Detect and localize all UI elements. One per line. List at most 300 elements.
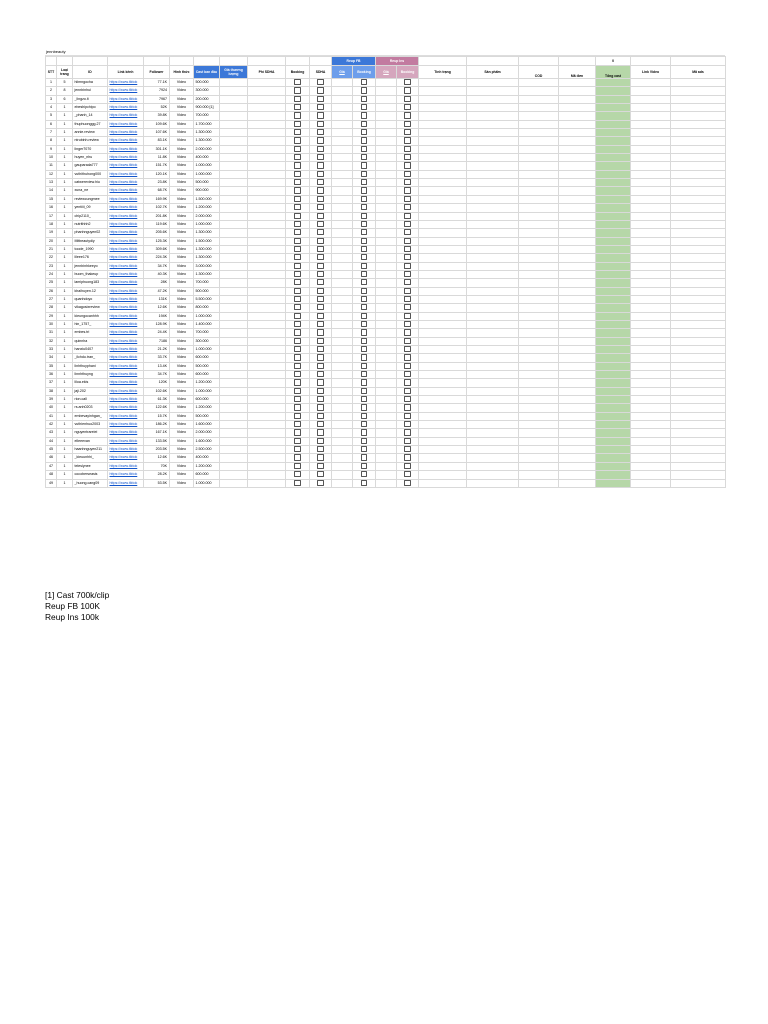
reup-fb-booking-checkbox[interactable] xyxy=(361,121,367,127)
reup-fb-gia-cell[interactable] xyxy=(332,154,353,162)
san-pham-cell[interactable] xyxy=(467,404,519,412)
reup-ins-gia-cell[interactable] xyxy=(376,446,397,454)
tinh-trang-cell[interactable] xyxy=(419,312,467,320)
san-pham-cell[interactable] xyxy=(467,254,519,262)
tinh-trang-cell[interactable] xyxy=(419,287,467,295)
link-video-cell[interactable] xyxy=(631,304,671,312)
ma-ads-cell[interactable] xyxy=(671,421,726,429)
tinh-trang-cell[interactable] xyxy=(419,379,467,387)
reup-fb-booking-checkbox[interactable] xyxy=(361,87,367,93)
gia-thuong-luong-cell[interactable] xyxy=(220,220,248,228)
link-video-cell[interactable] xyxy=(631,329,671,337)
gia-thuong-luong-cell[interactable] xyxy=(220,262,248,270)
tinh-trang-cell[interactable] xyxy=(419,362,467,370)
cod-cell[interactable] xyxy=(519,387,559,395)
gia-thuong-luong-cell[interactable] xyxy=(220,129,248,137)
reup-ins-gia-cell[interactable] xyxy=(376,112,397,120)
cod-cell[interactable] xyxy=(519,129,559,137)
san-pham-cell[interactable] xyxy=(467,337,519,345)
channel-link[interactable]: https://www.tiktok xyxy=(109,480,138,485)
reup-ins-booking-checkbox[interactable] xyxy=(404,288,410,294)
reup-fb-booking-checkbox[interactable] xyxy=(361,221,367,227)
cod-cell[interactable] xyxy=(519,479,559,487)
reup-fb-gia-cell[interactable] xyxy=(332,279,353,287)
san-pham-cell[interactable] xyxy=(467,454,519,462)
reup-ins-booking-checkbox[interactable] xyxy=(404,363,410,369)
gia-thuong-luong-cell[interactable] xyxy=(220,362,248,370)
booking-checkbox[interactable] xyxy=(294,221,300,227)
reup-ins-gia-cell[interactable] xyxy=(376,346,397,354)
ma-ads-cell[interactable] xyxy=(671,245,726,253)
tinh-trang-cell[interactable] xyxy=(419,462,467,470)
reup-fb-gia-cell[interactable] xyxy=(332,329,353,337)
tinh-trang-cell[interactable] xyxy=(419,354,467,362)
cod-cell[interactable] xyxy=(519,154,559,162)
sdha-checkbox[interactable] xyxy=(317,204,323,210)
reup-fb-booking-checkbox[interactable] xyxy=(361,421,367,427)
sdha-checkbox[interactable] xyxy=(317,271,323,277)
tinh-trang-cell[interactable] xyxy=(419,137,467,145)
sdha-checkbox[interactable] xyxy=(317,187,323,193)
gia-thuong-luong-cell[interactable] xyxy=(220,371,248,379)
link-video-cell[interactable] xyxy=(631,112,671,120)
ma-ads-cell[interactable] xyxy=(671,170,726,178)
cod-cell[interactable] xyxy=(519,179,559,187)
reup-fb-booking-checkbox[interactable] xyxy=(361,304,367,310)
ma-don-cell[interactable] xyxy=(559,412,596,420)
ma-don-cell[interactable] xyxy=(559,287,596,295)
ma-ads-cell[interactable] xyxy=(671,362,726,370)
reup-ins-booking-checkbox[interactable] xyxy=(404,246,410,252)
reup-fb-gia-cell[interactable] xyxy=(332,421,353,429)
reup-fb-booking-checkbox[interactable] xyxy=(361,112,367,118)
cod-cell[interactable] xyxy=(519,229,559,237)
booking-checkbox[interactable] xyxy=(294,338,300,344)
cod-cell[interactable] xyxy=(519,354,559,362)
link-video-cell[interactable] xyxy=(631,170,671,178)
channel-link[interactable]: https://www.tiktok xyxy=(109,330,138,335)
san-pham-cell[interactable] xyxy=(467,112,519,120)
san-pham-cell[interactable] xyxy=(467,79,519,87)
booking-checkbox[interactable] xyxy=(294,346,300,352)
gia-thuong-luong-cell[interactable] xyxy=(220,162,248,170)
gia-thuong-luong-cell[interactable] xyxy=(220,229,248,237)
ma-ads-cell[interactable] xyxy=(671,454,726,462)
reup-ins-gia-cell[interactable] xyxy=(376,145,397,153)
phi-sdha-cell[interactable] xyxy=(248,95,286,103)
reup-ins-booking-checkbox[interactable] xyxy=(404,137,410,143)
reup-fb-gia-cell[interactable] xyxy=(332,129,353,137)
gia-thuong-luong-cell[interactable] xyxy=(220,104,248,112)
reup-fb-gia-cell[interactable] xyxy=(332,79,353,87)
ma-don-cell[interactable] xyxy=(559,304,596,312)
booking-checkbox[interactable] xyxy=(294,238,300,244)
reup-ins-gia-cell[interactable] xyxy=(376,220,397,228)
gia-thuong-luong-cell[interactable] xyxy=(220,145,248,153)
ma-ads-cell[interactable] xyxy=(671,104,726,112)
reup-ins-gia-cell[interactable] xyxy=(376,429,397,437)
reup-ins-booking-checkbox[interactable] xyxy=(404,154,410,160)
reup-ins-booking-checkbox[interactable] xyxy=(404,146,410,152)
san-pham-cell[interactable] xyxy=(467,312,519,320)
reup-fb-booking-checkbox[interactable] xyxy=(361,79,367,85)
channel-link[interactable]: https://www.tiktok xyxy=(109,380,138,385)
sdha-checkbox[interactable] xyxy=(317,79,323,85)
tinh-trang-cell[interactable] xyxy=(419,237,467,245)
tinh-trang-cell[interactable] xyxy=(419,120,467,128)
booking-checkbox[interactable] xyxy=(294,129,300,135)
gia-thuong-luong-cell[interactable] xyxy=(220,396,248,404)
san-pham-cell[interactable] xyxy=(467,354,519,362)
channel-link[interactable]: https://www.tiktok xyxy=(109,447,138,452)
reup-ins-gia-cell[interactable] xyxy=(376,454,397,462)
reup-ins-gia-cell[interactable] xyxy=(376,354,397,362)
sdha-checkbox[interactable] xyxy=(317,179,323,185)
cod-cell[interactable] xyxy=(519,104,559,112)
booking-checkbox[interactable] xyxy=(294,329,300,335)
ma-ads-cell[interactable] xyxy=(671,437,726,445)
sdha-checkbox[interactable] xyxy=(317,129,323,135)
link-video-cell[interactable] xyxy=(631,95,671,103)
channel-link[interactable]: https://www.tiktok xyxy=(109,88,138,93)
gia-thuong-luong-cell[interactable] xyxy=(220,195,248,203)
channel-link[interactable]: https://www.tiktok xyxy=(109,347,138,352)
reup-ins-booking-checkbox[interactable] xyxy=(404,204,410,210)
tinh-trang-cell[interactable] xyxy=(419,387,467,395)
reup-ins-booking-checkbox[interactable] xyxy=(404,96,410,102)
cod-cell[interactable] xyxy=(519,187,559,195)
san-pham-cell[interactable] xyxy=(467,329,519,337)
tinh-trang-cell[interactable] xyxy=(419,421,467,429)
ma-don-cell[interactable] xyxy=(559,112,596,120)
san-pham-cell[interactable] xyxy=(467,304,519,312)
booking-checkbox[interactable] xyxy=(294,379,300,385)
ma-don-cell[interactable] xyxy=(559,137,596,145)
reup-ins-gia-cell[interactable] xyxy=(376,137,397,145)
channel-link[interactable]: https://www.tiktok xyxy=(109,438,138,443)
gia-thuong-luong-cell[interactable] xyxy=(220,446,248,454)
channel-link[interactable]: https://www.tiktok xyxy=(109,413,138,418)
san-pham-cell[interactable] xyxy=(467,396,519,404)
sdha-checkbox[interactable] xyxy=(317,438,323,444)
ma-ads-cell[interactable] xyxy=(671,220,726,228)
sdha-checkbox[interactable] xyxy=(317,288,323,294)
reup-ins-gia-cell[interactable] xyxy=(376,404,397,412)
reup-ins-booking-checkbox[interactable] xyxy=(404,196,410,202)
san-pham-cell[interactable] xyxy=(467,362,519,370)
ma-ads-cell[interactable] xyxy=(671,320,726,328)
ma-ads-cell[interactable] xyxy=(671,354,726,362)
booking-checkbox[interactable] xyxy=(294,137,300,143)
sdha-checkbox[interactable] xyxy=(317,388,323,394)
gia-thuong-luong-cell[interactable] xyxy=(220,79,248,87)
reup-fb-booking-checkbox[interactable] xyxy=(361,371,367,377)
link-video-cell[interactable] xyxy=(631,145,671,153)
phi-sdha-cell[interactable] xyxy=(248,304,286,312)
phi-sdha-cell[interactable] xyxy=(248,371,286,379)
ma-ads-cell[interactable] xyxy=(671,204,726,212)
ma-ads-cell[interactable] xyxy=(671,396,726,404)
booking-checkbox[interactable] xyxy=(294,196,300,202)
reup-ins-gia-cell[interactable] xyxy=(376,229,397,237)
channel-link[interactable]: https://www.tiktok xyxy=(109,263,138,268)
reup-ins-gia-cell[interactable] xyxy=(376,287,397,295)
ma-ads-cell[interactable] xyxy=(671,371,726,379)
booking-checkbox[interactable] xyxy=(294,446,300,452)
tinh-trang-cell[interactable] xyxy=(419,229,467,237)
booking-checkbox[interactable] xyxy=(294,79,300,85)
ma-don-cell[interactable] xyxy=(559,362,596,370)
reup-ins-gia-cell[interactable] xyxy=(376,462,397,470)
reup-ins-booking-checkbox[interactable] xyxy=(404,379,410,385)
phi-sdha-cell[interactable] xyxy=(248,104,286,112)
reup-ins-booking-checkbox[interactable] xyxy=(404,480,410,486)
link-video-cell[interactable] xyxy=(631,446,671,454)
reup-fb-gia-cell[interactable] xyxy=(332,212,353,220)
reup-fb-gia-cell[interactable] xyxy=(332,179,353,187)
tinh-trang-cell[interactable] xyxy=(419,346,467,354)
reup-fb-booking-checkbox[interactable] xyxy=(361,454,367,460)
ma-don-cell[interactable] xyxy=(559,212,596,220)
ma-ads-cell[interactable] xyxy=(671,404,726,412)
link-video-cell[interactable] xyxy=(631,120,671,128)
sdha-checkbox[interactable] xyxy=(317,146,323,152)
san-pham-cell[interactable] xyxy=(467,195,519,203)
ma-don-cell[interactable] xyxy=(559,87,596,95)
ma-ads-cell[interactable] xyxy=(671,337,726,345)
sdha-checkbox[interactable] xyxy=(317,304,323,310)
san-pham-cell[interactable] xyxy=(467,204,519,212)
booking-checkbox[interactable] xyxy=(294,154,300,160)
reup-fb-gia-cell[interactable] xyxy=(332,187,353,195)
cod-cell[interactable] xyxy=(519,312,559,320)
cod-cell[interactable] xyxy=(519,337,559,345)
channel-link[interactable]: https://www.tiktok xyxy=(109,313,138,318)
reup-ins-booking-checkbox[interactable] xyxy=(404,471,410,477)
reup-fb-booking-checkbox[interactable] xyxy=(361,271,367,277)
tinh-trang-cell[interactable] xyxy=(419,145,467,153)
reup-fb-gia-cell[interactable] xyxy=(332,220,353,228)
reup-ins-booking-checkbox[interactable] xyxy=(404,354,410,360)
phi-sdha-cell[interactable] xyxy=(248,354,286,362)
link-video-cell[interactable] xyxy=(631,87,671,95)
reup-ins-booking-checkbox[interactable] xyxy=(404,213,410,219)
channel-link[interactable]: https://www.tiktok xyxy=(109,372,138,377)
reup-ins-gia-cell[interactable] xyxy=(376,387,397,395)
cod-cell[interactable] xyxy=(519,471,559,479)
reup-fb-gia-cell[interactable] xyxy=(332,245,353,253)
reup-fb-gia-cell[interactable] xyxy=(332,120,353,128)
ma-ads-cell[interactable] xyxy=(671,446,726,454)
channel-link[interactable]: https://www.tiktok xyxy=(109,388,138,393)
reup-fb-booking-checkbox[interactable] xyxy=(361,388,367,394)
ma-ads-cell[interactable] xyxy=(671,312,726,320)
ma-ads-cell[interactable] xyxy=(671,471,726,479)
link-video-cell[interactable] xyxy=(631,429,671,437)
link-video-cell[interactable] xyxy=(631,354,671,362)
sdha-checkbox[interactable] xyxy=(317,371,323,377)
reup-fb-booking-checkbox[interactable] xyxy=(361,229,367,235)
reup-ins-booking-checkbox[interactable] xyxy=(404,321,410,327)
ma-don-cell[interactable] xyxy=(559,162,596,170)
ma-don-cell[interactable] xyxy=(559,120,596,128)
cod-cell[interactable] xyxy=(519,162,559,170)
channel-link[interactable]: https://www.tiktok xyxy=(109,288,138,293)
cod-cell[interactable] xyxy=(519,204,559,212)
tinh-trang-cell[interactable] xyxy=(419,95,467,103)
channel-link[interactable]: https://www.tiktok xyxy=(109,146,138,151)
cod-cell[interactable] xyxy=(519,254,559,262)
reup-fb-gia-cell[interactable] xyxy=(332,287,353,295)
sdha-checkbox[interactable] xyxy=(317,171,323,177)
san-pham-cell[interactable] xyxy=(467,95,519,103)
gia-thuong-luong-cell[interactable] xyxy=(220,295,248,303)
channel-link[interactable]: https://www.tiktok xyxy=(109,355,138,360)
tinh-trang-cell[interactable] xyxy=(419,437,467,445)
reup-fb-gia-cell[interactable] xyxy=(332,87,353,95)
tinh-trang-cell[interactable] xyxy=(419,104,467,112)
phi-sdha-cell[interactable] xyxy=(248,245,286,253)
booking-checkbox[interactable] xyxy=(294,204,300,210)
tinh-trang-cell[interactable] xyxy=(419,195,467,203)
reup-ins-booking-checkbox[interactable] xyxy=(404,263,410,269)
reup-ins-gia-cell[interactable] xyxy=(376,320,397,328)
reup-ins-gia-cell[interactable] xyxy=(376,154,397,162)
sdha-checkbox[interactable] xyxy=(317,154,323,160)
reup-ins-booking-checkbox[interactable] xyxy=(404,129,410,135)
link-video-cell[interactable] xyxy=(631,212,671,220)
link-video-cell[interactable] xyxy=(631,204,671,212)
ma-ads-cell[interactable] xyxy=(671,179,726,187)
ma-don-cell[interactable] xyxy=(559,220,596,228)
phi-sdha-cell[interactable] xyxy=(248,337,286,345)
reup-fb-booking-checkbox[interactable] xyxy=(361,446,367,452)
reup-ins-gia-cell[interactable] xyxy=(376,237,397,245)
ma-don-cell[interactable] xyxy=(559,371,596,379)
ma-don-cell[interactable] xyxy=(559,479,596,487)
sdha-checkbox[interactable] xyxy=(317,363,323,369)
link-video-cell[interactable] xyxy=(631,337,671,345)
sdha-checkbox[interactable] xyxy=(317,413,323,419)
san-pham-cell[interactable] xyxy=(467,412,519,420)
ma-don-cell[interactable] xyxy=(559,95,596,103)
link-video-cell[interactable] xyxy=(631,187,671,195)
reup-ins-booking-checkbox[interactable] xyxy=(404,304,410,310)
phi-sdha-cell[interactable] xyxy=(248,154,286,162)
link-video-cell[interactable] xyxy=(631,479,671,487)
tinh-trang-cell[interactable] xyxy=(419,304,467,312)
phi-sdha-cell[interactable] xyxy=(248,471,286,479)
san-pham-cell[interactable] xyxy=(467,279,519,287)
channel-link[interactable]: https://www.tiktok xyxy=(109,238,138,243)
phi-sdha-cell[interactable] xyxy=(248,387,286,395)
sdha-checkbox[interactable] xyxy=(317,104,323,110)
link-video-cell[interactable] xyxy=(631,245,671,253)
reup-fb-booking-checkbox[interactable] xyxy=(361,179,367,185)
ma-don-cell[interactable] xyxy=(559,229,596,237)
tinh-trang-cell[interactable] xyxy=(419,396,467,404)
ma-don-cell[interactable] xyxy=(559,170,596,178)
tinh-trang-cell[interactable] xyxy=(419,329,467,337)
reup-fb-gia-cell[interactable] xyxy=(332,446,353,454)
booking-checkbox[interactable] xyxy=(294,112,300,118)
reup-ins-gia-cell[interactable] xyxy=(376,304,397,312)
booking-checkbox[interactable] xyxy=(294,404,300,410)
reup-fb-booking-checkbox[interactable] xyxy=(361,463,367,469)
ma-don-cell[interactable] xyxy=(559,387,596,395)
reup-ins-gia-cell[interactable] xyxy=(376,312,397,320)
ma-ads-cell[interactable] xyxy=(671,195,726,203)
ma-don-cell[interactable] xyxy=(559,104,596,112)
gia-thuong-luong-cell[interactable] xyxy=(220,279,248,287)
link-video-cell[interactable] xyxy=(631,404,671,412)
san-pham-cell[interactable] xyxy=(467,229,519,237)
reup-fb-gia-cell[interactable] xyxy=(332,320,353,328)
booking-checkbox[interactable] xyxy=(294,463,300,469)
reup-ins-booking-checkbox[interactable] xyxy=(404,388,410,394)
reup-ins-booking-checkbox[interactable] xyxy=(404,463,410,469)
cod-cell[interactable] xyxy=(519,437,559,445)
reup-fb-gia-cell[interactable] xyxy=(332,429,353,437)
reup-ins-gia-cell[interactable] xyxy=(376,95,397,103)
reup-fb-gia-cell[interactable] xyxy=(332,462,353,470)
cod-cell[interactable] xyxy=(519,404,559,412)
booking-checkbox[interactable] xyxy=(294,429,300,435)
ma-ads-cell[interactable] xyxy=(671,129,726,137)
san-pham-cell[interactable] xyxy=(467,479,519,487)
booking-checkbox[interactable] xyxy=(294,313,300,319)
ma-ads-cell[interactable] xyxy=(671,87,726,95)
gia-thuong-luong-cell[interactable] xyxy=(220,421,248,429)
san-pham-cell[interactable] xyxy=(467,320,519,328)
booking-checkbox[interactable] xyxy=(294,296,300,302)
sdha-checkbox[interactable] xyxy=(317,87,323,93)
reup-ins-booking-checkbox[interactable] xyxy=(404,371,410,377)
reup-ins-gia-cell[interactable] xyxy=(376,254,397,262)
reup-ins-gia-cell[interactable] xyxy=(376,437,397,445)
reup-ins-booking-checkbox[interactable] xyxy=(404,421,410,427)
link-video-cell[interactable] xyxy=(631,295,671,303)
reup-fb-gia-cell[interactable] xyxy=(332,437,353,445)
link-video-cell[interactable] xyxy=(631,287,671,295)
link-video-cell[interactable] xyxy=(631,79,671,87)
link-video-cell[interactable] xyxy=(631,387,671,395)
reup-ins-gia-cell[interactable] xyxy=(376,104,397,112)
reup-ins-gia-cell[interactable] xyxy=(376,79,397,87)
reup-fb-booking-checkbox[interactable] xyxy=(361,96,367,102)
gia-thuong-luong-cell[interactable] xyxy=(220,270,248,278)
ma-don-cell[interactable] xyxy=(559,337,596,345)
sdha-checkbox[interactable] xyxy=(317,463,323,469)
ma-don-cell[interactable] xyxy=(559,471,596,479)
cod-cell[interactable] xyxy=(519,245,559,253)
reup-ins-booking-checkbox[interactable] xyxy=(404,438,410,444)
phi-sdha-cell[interactable] xyxy=(248,170,286,178)
cod-cell[interactable] xyxy=(519,112,559,120)
reup-fb-gia-cell[interactable] xyxy=(332,379,353,387)
san-pham-cell[interactable] xyxy=(467,270,519,278)
channel-link[interactable]: https://www.tiktok xyxy=(109,163,138,168)
gia-thuong-luong-cell[interactable] xyxy=(220,254,248,262)
ma-ads-cell[interactable] xyxy=(671,287,726,295)
booking-checkbox[interactable] xyxy=(294,438,300,444)
phi-sdha-cell[interactable] xyxy=(248,237,286,245)
reup-fb-booking-checkbox[interactable] xyxy=(361,313,367,319)
san-pham-cell[interactable] xyxy=(467,379,519,387)
ma-ads-cell[interactable] xyxy=(671,429,726,437)
ma-ads-cell[interactable] xyxy=(671,346,726,354)
gia-thuong-luong-cell[interactable] xyxy=(220,179,248,187)
